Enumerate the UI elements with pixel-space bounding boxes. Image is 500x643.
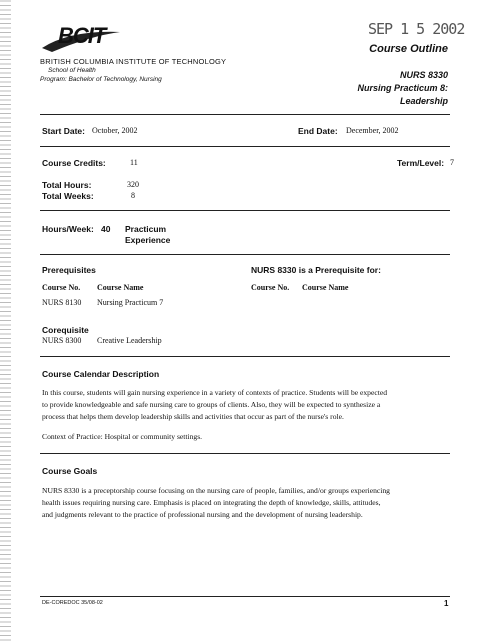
divider (40, 356, 450, 357)
coreq-course-name: Creative Leadership (97, 336, 162, 345)
end-date-value: December, 2002 (346, 126, 399, 135)
divider (40, 453, 450, 454)
total-weeks-label: Total Weeks: (42, 191, 94, 201)
course-credits-value: 11 (130, 158, 138, 167)
term-level-value: 7 (450, 158, 454, 167)
total-weeks-value: 8 (131, 191, 135, 200)
course-goals-line1: NURS 8330 is a preceptorship course focusing on the nursing care of people, families, and/or groups experiencing (42, 486, 390, 495)
start-date-value: October, 2002 (92, 126, 138, 135)
divider (40, 210, 450, 211)
practicum-type-line1: Practicum (125, 224, 167, 234)
course-title-line1: Nursing Practicum 8: (357, 83, 448, 93)
practicum-type-line2: Experience (125, 235, 171, 245)
hours-week-label: Hours/Week: (42, 224, 94, 234)
calendar-description-line2: to provide knowledgeable and safe nursing care to groups of clients. Also, they will be expected to synthesize a (42, 400, 381, 409)
course-goals-heading: Course Goals (42, 466, 98, 476)
calendar-description-line3: process that helps them develop leadership skills and activities that occur as part of the nurse's role. (42, 412, 344, 421)
context-of-practice: Context of Practice: Hospital or community settings. (42, 432, 203, 441)
received-stamp: SEP 1 5 2002 (368, 20, 465, 38)
page-number: 1 (444, 599, 449, 608)
total-hours-label: Total Hours: (42, 180, 92, 190)
program-name: Program: Bachelor of Technology, Nursing (40, 76, 162, 83)
prereq-course-name: Nursing Practicum 7 (97, 298, 164, 307)
coreq-course-no: NURS 8300 (42, 336, 82, 345)
scan-edge-noise (0, 0, 11, 643)
footer-divider (40, 596, 450, 597)
end-date-label: End Date: (298, 126, 338, 136)
course-goals-line3: and judgments relevant to the practice of professional nursing and the development of nursing leadership. (42, 510, 363, 519)
calendar-description-heading: Course Calendar Description (42, 369, 160, 379)
prerequisite-for-heading: NURS 8330 is a Prerequisite for: (251, 265, 381, 275)
course-goals-line2: health issues requiring nursing care. Emphasis is placed on integrating the depth of knowledge, skills, attitudes, (42, 498, 381, 507)
divider (40, 146, 450, 147)
prereq-for-col-course-name: Course Name (302, 283, 349, 292)
calendar-description-line1: In this course, students will gain nursing experience in a variety of contexts of practice. Students will be expected (42, 388, 387, 397)
hours-week-value: 40 (101, 224, 111, 234)
institute-name: BRITISH COLUMBIA INSTITUTE OF TECHNOLOGY (40, 57, 227, 66)
course-title-line2: Leadership (399, 96, 448, 106)
prerequisites-heading: Prerequisites (42, 265, 96, 275)
divider (40, 254, 450, 255)
corequisite-heading: Corequisite (42, 325, 89, 335)
prereq-for-col-course-no: Course No. (251, 283, 290, 292)
prereq-col-course-no: Course No. (42, 283, 81, 292)
course-code: NURS 8330 (399, 70, 448, 80)
total-hours-value: 320 (127, 180, 139, 189)
document-reference: DE-COREDOC 35/08-02 (42, 600, 103, 606)
school-name: School of Health (48, 67, 96, 74)
prereq-col-course-name: Course Name (97, 283, 144, 292)
course-credits-label: Course Credits: (42, 158, 106, 168)
start-date-label: Start Date: (42, 126, 85, 136)
term-level-label: Term/Level: (397, 158, 445, 168)
document-type: Course Outline (369, 43, 448, 55)
prereq-course-no: NURS 8130 (42, 298, 82, 307)
bcit-logo: BCIT (58, 23, 106, 48)
divider (40, 114, 450, 115)
